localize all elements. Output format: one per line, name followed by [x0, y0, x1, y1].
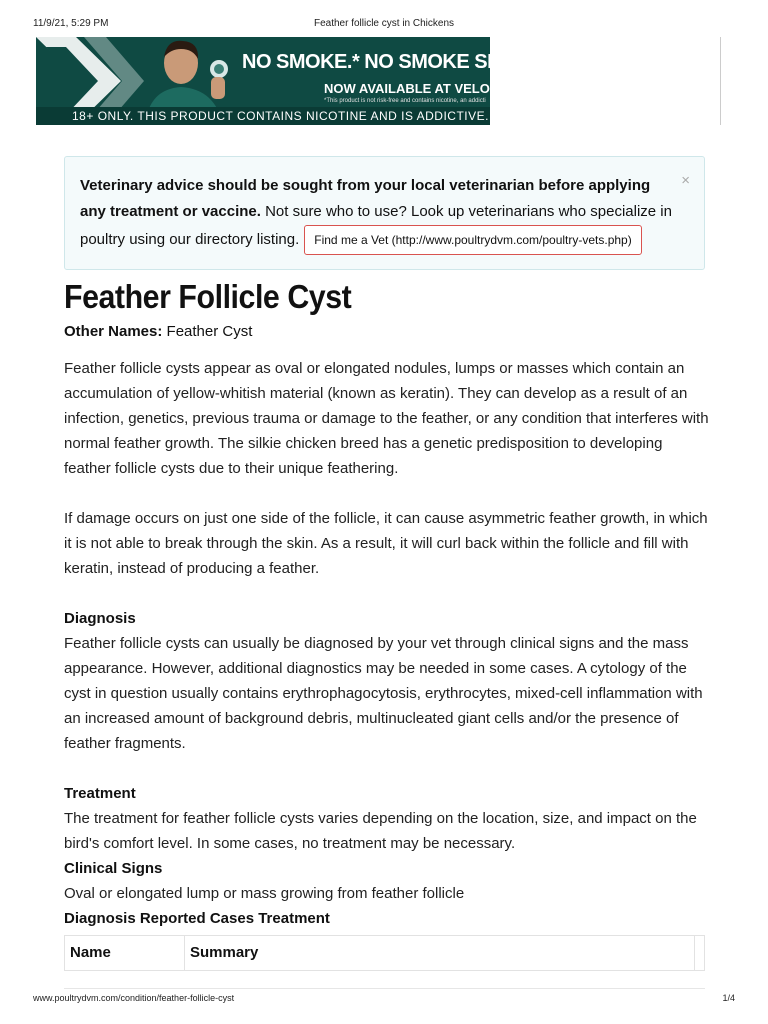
print-page-title: Feather follicle cyst in Chickens	[313, 18, 455, 29]
alert-message	[80, 173, 680, 255]
intro-paragraph-1: Feather follicle cysts appear as oval or elongated nodules, lumps or masses which contain an accumulation of yellow-whitish material (known as keratin). They can develop as a result of an infection, genetics, previous trauma or damage to the feather, or any condition that interferes with normal feather growth. The silkie chicken breed has a genetic predisposition to developing feather follicle cysts due to their unique feathering.	[64, 360, 709, 477]
other-names-label: Other Names:	[64, 323, 163, 340]
advertisement-banner[interactable]	[36, 37, 528, 125]
ad-headline: NO SMOKE.* NO SMOKE SMEL	[242, 51, 528, 73]
page-title: Feather Follicle Cyst	[64, 278, 352, 315]
diagnosis-heading: Diagnosis	[64, 610, 136, 627]
clinical-signs-text: Oval or elongated lump or mass growing from feather follicle	[64, 885, 465, 902]
table-divider	[694, 936, 695, 970]
diagnosis-text: Feather follicle cysts can usually be diagnosed by your vet through clinical signs and the mass appearance. However, additional diagnostics may be needed in some cases. A cytology of the cyst in question usually contains erythrophagocytosis, erythrocytes, mixed-cell inflammation with an increased amount of background debris, multinucleated giant cells and/or the presence of feather fragments.	[64, 635, 703, 752]
close-icon[interactable]: ×	[681, 172, 690, 189]
ad-fineprint: *This product is not risk-free and contains nicotine, an addicti	[324, 98, 486, 104]
print-header	[33, 18, 735, 32]
table-divider	[184, 936, 185, 970]
divider	[64, 988, 705, 989]
treatment-heading: Treatment	[64, 785, 136, 802]
clinical-signs-heading: Clinical Signs	[64, 860, 163, 877]
print-url: www.poultrydvm.com/condition/feather-follicle-cyst	[33, 993, 235, 1003]
table-header-summary: Summary	[190, 944, 259, 961]
ad-warning: 18+ ONLY. THIS PRODUCT CONTAINS NICOTINE AND IS ADDICTIVE.	[36, 107, 490, 125]
alert-bold-text: Veterinary advice should be sought from your local veterinarian before applying any treatment or vaccine.	[80, 177, 651, 220]
reported-cases-table	[64, 935, 705, 971]
divider	[720, 37, 721, 125]
find-vet-button[interactable]: Find me a Vet (http://www.poultrydvm.com/poultry-vets.php)	[304, 225, 641, 255]
article-body	[64, 356, 709, 931]
alert-text: Not sure who to use? Look up veterinarians who specialize in poultry using our directory listing.	[80, 203, 672, 248]
print-datetime: 11/9/21, 5:29 PM	[33, 18, 109, 29]
ad-subline: NOW AVAILABLE AT VELO	[324, 81, 490, 96]
reported-cases-heading: Diagnosis Reported Cases Treatment	[64, 910, 330, 927]
intro-paragraph-2: If damage occurs on just one side of the follicle, it can cause asymmetric feather growth, in which it is not able to break through the skin. As a result, it will curl back within the follicle and fill with keratin, instead of producing a feather.	[64, 510, 708, 577]
other-names	[64, 323, 252, 340]
treatment-text: The treatment for feather follicle cysts varies depending on the location, size, and impact on the bird's comfort level. In some cases, no treatment may be necessary.	[64, 810, 697, 852]
table-header-name: Name	[70, 944, 111, 961]
print-page-number: 1/4	[722, 993, 735, 1003]
other-names-value: Feather Cyst	[162, 323, 253, 340]
veterinary-advice-alert	[64, 156, 705, 270]
